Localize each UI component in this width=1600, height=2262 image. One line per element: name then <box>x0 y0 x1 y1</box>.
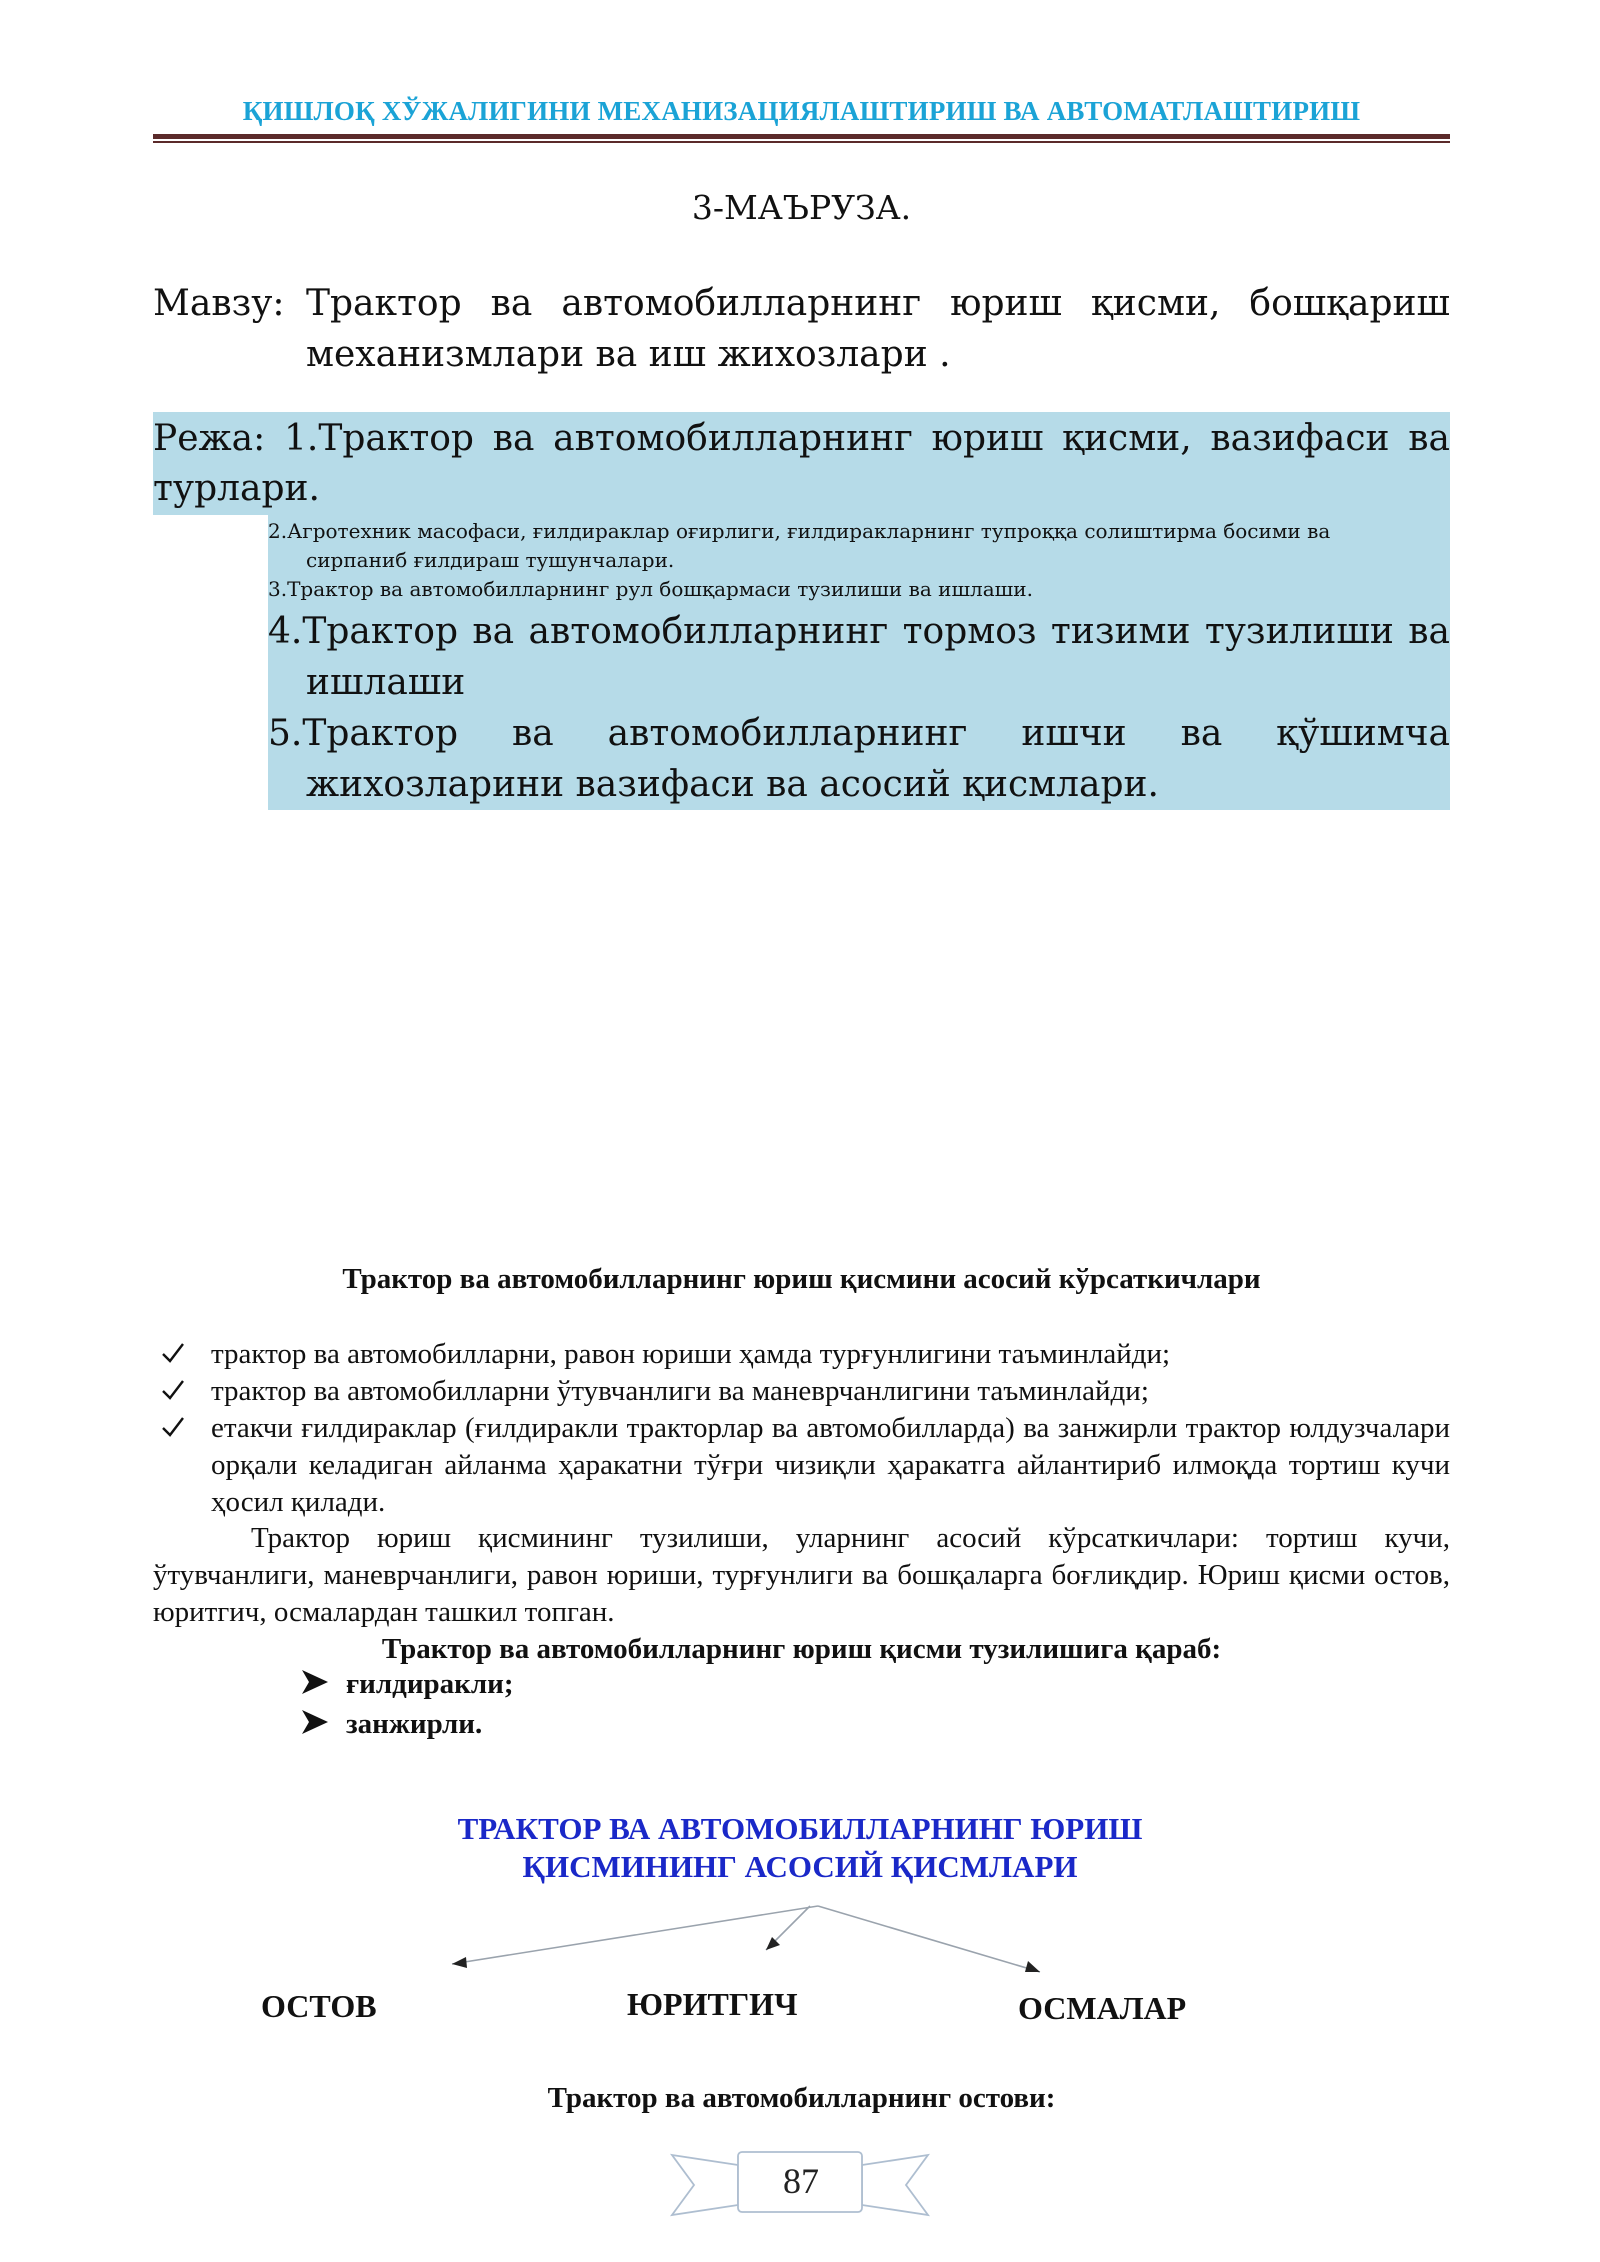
indicator-text: трактор ва автомобилларни ўтувчанлиги ва маневрчанлигини таъминлайди; <box>211 1375 1149 1407</box>
lecture-title: 3-МАЪРУЗА. <box>691 188 912 227</box>
diagram-title-line: ҚИСМИНИНГ АСОСИЙ ҚИСМЛАРИ <box>522 1849 1078 1884</box>
diagram-node-osmalar: ОСМАЛАР <box>1018 1990 1187 2026</box>
plan-item-1: Режа: 1.Трактор ва автомобилларнинг юриш қисми, вазифаси ва турлари. <box>153 418 1450 509</box>
page-number: 87 <box>783 2161 819 2201</box>
diagram-node-ostov: ОСТОВ <box>261 1988 377 2024</box>
arrowhead-icon <box>1025 1961 1040 1972</box>
plan-item-3: 3.Трактор ва автомобилларнинг рул бошқармаси тузилиши ва ишлаши. <box>268 577 1033 601</box>
connector-line <box>452 1906 818 1964</box>
plan-item-2: 2.Агротехник масофаси, ғилдираклар оғирлиги, ғилдиракларнинг тупроққа солиштирма босими ва сирпаниб ғилдираш тушунчалари. <box>268 519 1331 572</box>
topic-text: Трактор ва автомобилларнинг юриш қисми, бошқариш механизмлари ва иш жихозлари . <box>306 283 1450 375</box>
body-paragraph: Трактор юриш қисмининг тузилиши, уларнинг асосий кўрсаткичлари: тортиш кучи, ўтувчанлиги, маневрчанлиги, равон юриши, турғунлиги ва бошқаларга боғлиқдир. Юриш қисми остов, юритгич, осмалардан ташкил топган. <box>153 1522 1450 1628</box>
indicators-heading: Трактор ва автомобилларнинг юриш қисмини асосий кўрсаткичлари <box>342 1263 1261 1295</box>
running-header: ҚИШЛОҚ ХЎЖАЛИГИНИ МЕХАНИЗАЦИЯЛАШТИРИШ ВА АВТОМАТЛАШТИРИШ <box>242 96 1361 126</box>
connector-line <box>818 1906 1040 1972</box>
indicator-text: етакчи ғилдираклар (ғилдиракли тракторлар ва автомобилларда) ва занжирли трактор юлдузчалари орқали келадиган айланма ҳаракатни тўғри чизиқли ҳаракатга айлантириб илмоқда тортиш кучи ҳосил қилади. <box>211 1412 1450 1518</box>
plan-item-5: 5.Трактор ва автомобилларнинг ишчи ва қўшимча жихозларини вазифаси ва асосий қисмлари. <box>268 713 1450 805</box>
topic-label: Мавзу: <box>153 283 285 324</box>
diagram-node-yuritgich: ЮРИТГИЧ <box>627 1986 798 2022</box>
diagram-title-line: ТРАКТОР ВА АВТОМОБИЛЛАРНИНГ ЮРИШ <box>457 1811 1143 1846</box>
type-text: занжирли. <box>346 1708 483 1740</box>
type-text: ғилдиракли; <box>346 1668 514 1700</box>
plan-item-4: 4.Трактор ва автомобилларнинг тормоз тизими тузилиши ва ишлаши <box>268 611 1450 703</box>
indicator-text: трактор ва автомобилларни, равон юриши ҳамда турғунлигини таъминлайди; <box>211 1338 1171 1370</box>
chassis-heading: Трактор ва автомобилларнинг остови: <box>547 2082 1056 2114</box>
arrowhead-icon <box>452 1957 467 1968</box>
structure-heading: Трактор ва автомобилларнинг юриш қисми тузилишига қараб: <box>381 1633 1222 1665</box>
